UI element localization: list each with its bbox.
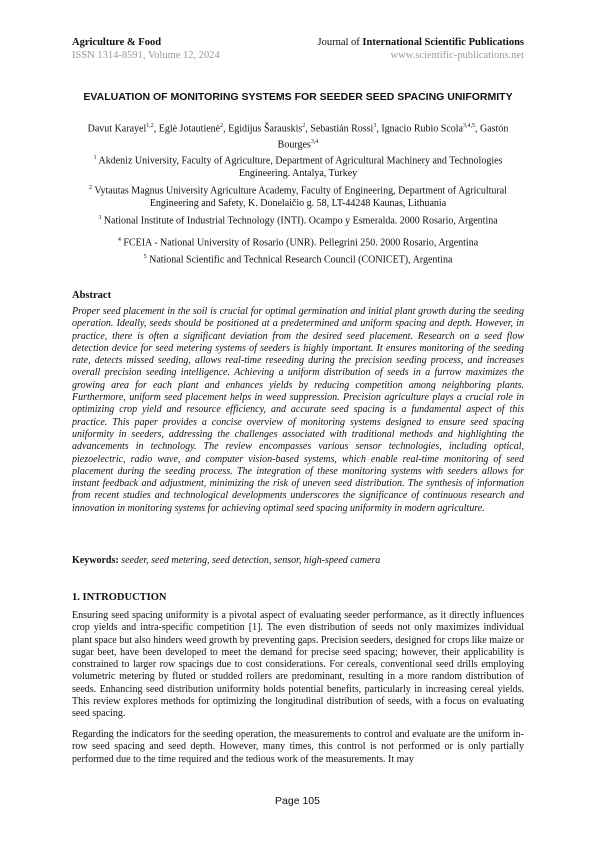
- author-list: Davut Karayel$^{1,2}$, Eglė Jotautienė$^2$, Egidijus Šarauskis$^2$, Sebastián Rossi$^3$, Ignacio Rubio Scola$^{3,4,5}$, Gastón Bourges$^{3,4}$: [87, 123, 509, 151]
- abstract-heading: Abstract: [72, 290, 112, 301]
- author-name: Gastón Bourges: [277, 123, 509, 151]
- author-name: Davut Karayel: [87, 123, 147, 135]
- page-number: Page 105: [275, 795, 320, 807]
- author-affiliation-marker: 1,2: [146, 123, 154, 129]
- affiliation-4: $^4$ FCEIA - National University of Rosario (UNR). Pellegrini 250. 2000 Rosario, Argentina: [117, 237, 479, 249]
- author-name: Eglė Jotautienė: [158, 123, 221, 135]
- keywords-label: Keywords:: [72, 555, 119, 566]
- issn-volume: ISSN 1314-8591, Volume 12, 2024: [72, 50, 220, 61]
- author-name: Sebastián Rossi: [310, 123, 374, 135]
- journal-full-title: [317, 36, 524, 49]
- author-affiliation-marker: 2: [220, 123, 224, 129]
- paper-title: EVALUATION OF MONITORING SYSTEMS FOR SEEDER SEED SPACING UNIFORMITY: [83, 91, 513, 103]
- affiliation-5: $^5$ National Scientific and Technical Research Council (CONICET), Argentina: [143, 254, 453, 266]
- introduction-heading: 1. INTRODUCTION: [72, 592, 167, 603]
- author-affiliation-marker: 3: [373, 123, 377, 129]
- header-right: [317, 36, 524, 62]
- header-left: [72, 36, 220, 62]
- intro-paragraph-1: Ensuring seed spacing uniformity is a pivotal aspect of evaluating seeder performance, as it directly influences crop yields and intra-specific competition [1]. The even distribution of seeds not only maximizes individual plant space but also hinders weed growth by preventing gaps. Precision seeders, designed for crops like maize or sugar beet, have been developed to meet the demand for precise seed spacing; however, their applicability is constrained to larger row spacings due to cost considerations. For cereals, conventional seed drills employing volumetric metering by fluted or studded rollers are predominant, resulting in a more random distribution of seeds. Enhancing seed distribution uniformity holds potential benefits, particularly in increasing cereal yields. This review explores methods for optimizing the longitudinal distribution of seeds, with a focus on evaluating seed spacing.: [72, 610, 524, 720]
- journal-short-title: Agriculture & Food: [72, 37, 162, 48]
- author-affiliation-marker: 3,4: [310, 138, 319, 145]
- website-link[interactable]: www.scientific-publications.net: [390, 50, 524, 61]
- intro-paragraph-2: Regarding the indicators for the seeding operation, the measurements to control and evaluate are the uniform in-row seed spacing and seed depth. However, many times, this control is not performed or is only partially performed due to the time required and the tedious work of the measurements. It may: [72, 729, 524, 765]
- affiliation-3: $^3$ National Institute of Industrial Technology (INTI). Ocampo y Esmeralda. 2000 Rosario, Argentina: [98, 215, 498, 227]
- author-name: Egidijus Šarauskis: [228, 123, 303, 135]
- abstract-text: Proper seed placement in the soil is crucial for optimal germination and initial plant growth during the seeding operation. Ideally, seeds should be positioned at a predetermined and uniform spacing and depth. However, in practice, there is often a significant deviation from the desired seed placement. Research on a seed flow detection device for seed metering systems of seeders is highly important. It ensures monitoring of the seeding rate, detects missed seeding, allows real-time reseeding during the precision seeding process, and increases overall precision seeding intelligence. Achieving a uniform distribution of seeds in a furrow maximizes the growing area for each plant and enhances yields by reducing competition among neighboring plants. Furthermore, uniform seed placement helps in weed suppression. Precision agriculture plays a crucial role in optimizing crop yield and resource efficiency, and accurate seed spacing is a fundamental aspect of this practice. This paper provides a concise overview of monitoring systems designed to ensure seed spacing uniformity in seeders, addressing the challenges associated with traditional methods and highlighting the advancements in technology. The review encompasses various sensor technologies, including optical, piezoelectric, radio wave, and computer vision-based systems, which enable real-time monitoring of seed placement during the seeding process. The integration of these monitoring systems with seeders allows for instant feedback and adjustment, minimizing the risk of uneven seed distribution. The synthesis of information from recent studies and technological developments underscores the significance of continuous research and innovation in monitoring systems for achieving optimal seed spacing uniformity in modern agriculture.: [72, 306, 524, 514]
- keywords: [72, 555, 524, 567]
- keywords-list: seeder, seed metering, seed detection, sensor, high-speed camera: [121, 555, 381, 566]
- author-name: Ignacio Rubio Scola: [381, 123, 463, 135]
- author-affiliation-marker: 3,4,5: [463, 123, 475, 129]
- affiliation-2: $^2$ Vytautas Magnus University Agriculture Academy, Faculty of Engineering, Department of Agricultural Engineering and Safety, K. Donelaičio g. 58, LT-44248 Kaunas, Lithuania: [89, 185, 507, 209]
- journal-name: International Scientific Publications: [362, 37, 524, 48]
- author-affiliation-marker: 2: [302, 123, 306, 129]
- affiliation-1: $^1$ Akdeniz University, Faculty of Agriculture, Department of Agricultural Machinery and Technologies Engineering. Antalya, Turkey: [93, 155, 503, 179]
- journal-prefix: Journal of: [317, 37, 363, 48]
